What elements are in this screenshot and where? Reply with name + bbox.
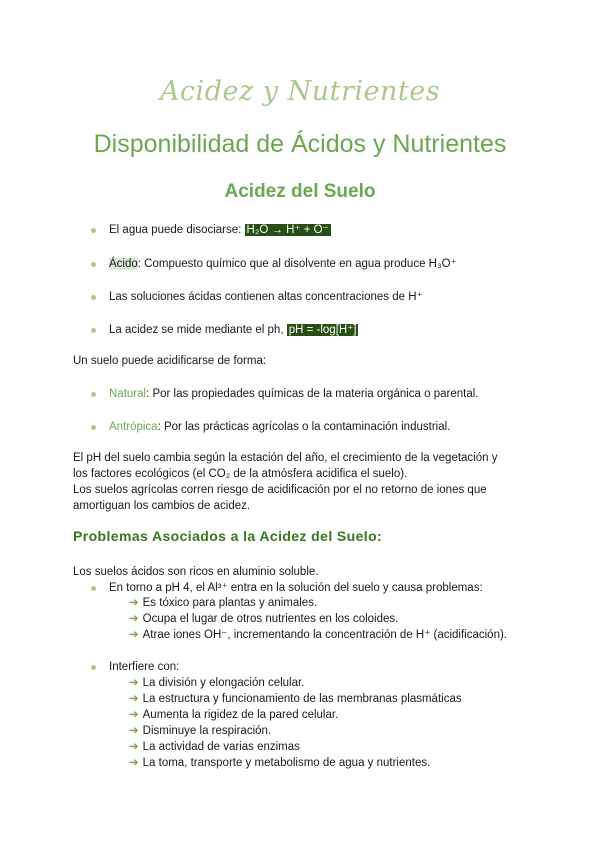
- sub-item: ➔ La estructura y funcionamiento de las membranas plasmáticas: [129, 693, 462, 705]
- natural-term: Natural: [109, 388, 147, 400]
- bullet-text: Las soluciones ácidas contienen altas concentraciones de H⁺: [109, 291, 423, 303]
- sub-item: ➔ Atrae iones OH⁻, incrementando la concentración de H⁺ (acidificación).: [129, 629, 507, 641]
- paragraph-line: El pH del suelo cambia según la estación del año, el crecimiento de la vegetación y: [73, 452, 498, 464]
- bullet-text: : Por las propiedades químicas de la materia orgánica o parental.: [146, 388, 479, 400]
- arrow-right-icon: ➔: [129, 709, 139, 721]
- bullet-dot: [91, 328, 96, 333]
- bullet-dot: [91, 392, 96, 397]
- bullet-dot: [91, 262, 96, 267]
- sub-item: ➔ Aumenta la rigidez de la pared celular.: [129, 709, 339, 721]
- bullet-dot: [91, 295, 96, 300]
- bullet-dot: [91, 665, 96, 670]
- arrow-right-icon: ➔: [129, 757, 139, 769]
- bullet-dot: [91, 586, 96, 591]
- sub-item: ➔ La toma, transporte y metabolismo de agua y nutrientes.: [129, 757, 431, 769]
- problems-intro: Los suelos ácidos son ricos en aluminio soluble.: [73, 566, 319, 578]
- bullet-acid-definition: [109, 256, 457, 272]
- paragraph-acidify-forms: Un suelo puede acidificarse de forma:: [73, 355, 267, 367]
- bullet-text: : Por las prácticas agrícolas o la contaminación industrial.: [157, 421, 451, 433]
- arrow-right-icon: ➔: [129, 693, 139, 705]
- section-title: Acidez del Suelo: [224, 181, 376, 202]
- water-formula: H₂O → H⁺ + O⁻: [246, 224, 329, 236]
- ph-formula: pH = -log[H⁺]: [288, 324, 357, 336]
- sub-item: ➔ La actividad de varias enzimas: [129, 741, 300, 753]
- bullet-dot: [91, 425, 96, 430]
- acid-term: Ácido: [109, 258, 138, 270]
- arrow-right-icon: ➔: [129, 741, 139, 753]
- sub-item: ➔ La división y elongación celular.: [129, 677, 305, 689]
- sub-item: ➔ Ocupa el lugar de otros nutrientes en los coloides.: [129, 613, 399, 625]
- paragraph-line: amortiguan los cambios de acidez.: [73, 500, 251, 512]
- bullet-dot: [91, 228, 96, 233]
- main-title: Disponibilidad de Ácidos y Nutrientes: [93, 130, 507, 158]
- bullet-text: La acidez se mide mediante el ph,: [109, 324, 287, 336]
- bullet-text: : Compuesto químico que al disolvente en agua produce H₃O⁺: [137, 258, 457, 270]
- sub-item: ➔ Disminuye la respiración.: [129, 725, 272, 737]
- arrow-right-icon: ➔: [129, 597, 139, 609]
- problems-heading: Problemas Asociados a la Acidez del Suelo:: [73, 528, 383, 544]
- sub-item: ➔ Es tóxico para plantas y animales.: [129, 597, 318, 609]
- bullet-ph-measure: [109, 322, 358, 338]
- bullet-water-dissociation: [109, 222, 331, 238]
- paragraph-line: los factores ecológicos (el CO₂ de la atmósfera acidifica el suelo).: [73, 468, 408, 480]
- script-title: Acidez y Nutrientes: [159, 76, 441, 107]
- bullet-aluminium: En torno a pH 4, el Al³⁺ entra en la solución del suelo y causa problemas:: [109, 582, 483, 594]
- bullet-natural: [109, 386, 479, 402]
- bullet-text: El agua puede disociarse:: [109, 224, 245, 236]
- bullet-acid-solutions: [109, 289, 423, 305]
- bullet-antropica: [109, 419, 450, 435]
- arrow-right-icon: ➔: [129, 629, 139, 641]
- antropica-term: Antrópica: [109, 421, 158, 433]
- arrow-right-icon: ➔: [129, 613, 139, 625]
- arrow-right-icon: ➔: [129, 725, 139, 737]
- bullet-interferes: Interfiere con:: [109, 661, 180, 673]
- arrow-right-icon: ➔: [129, 677, 139, 689]
- paragraph-line: Los suelos agrícolas corren riesgo de acidificación por el no retorno de iones que: [73, 484, 487, 496]
